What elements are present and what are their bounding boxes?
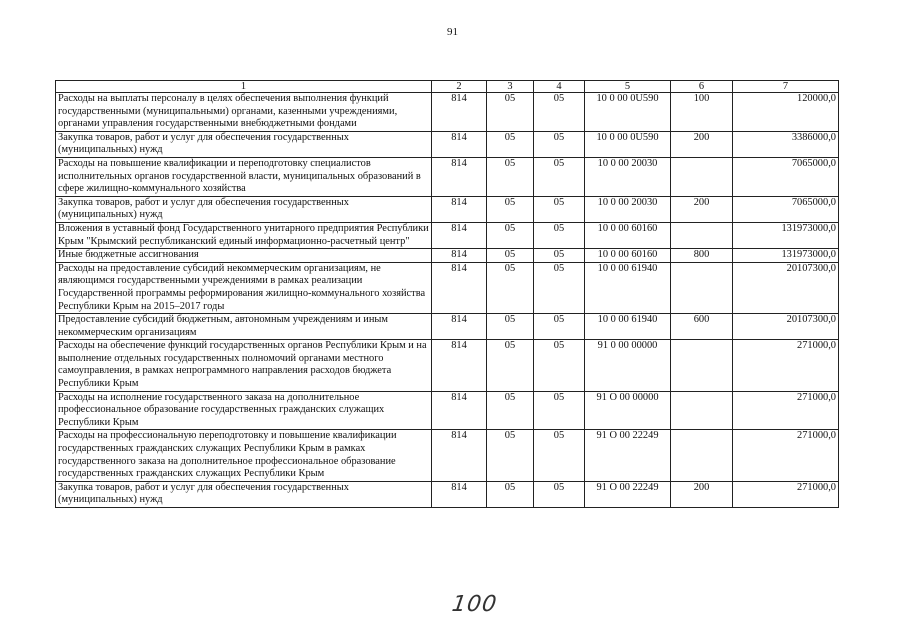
section-code-cell: 05 — [487, 157, 534, 196]
subsection-code-cell: 05 — [534, 262, 585, 313]
subsection-code-cell: 05 — [534, 314, 585, 340]
expense-name-cell: Иные бюджетные ассигнования — [56, 249, 432, 263]
expense-type-cell — [671, 222, 733, 248]
target-article-cell: 10 0 00 60160 — [585, 222, 671, 248]
grbs-code-cell: 814 — [432, 340, 487, 391]
subsection-code-cell: 05 — [534, 430, 585, 481]
table-row — [56, 481, 839, 507]
header-col-3: 3 — [487, 81, 534, 93]
table-row — [56, 262, 839, 313]
grbs-code-cell: 814 — [432, 314, 487, 340]
section-code-cell: 05 — [487, 340, 534, 391]
expense-name-cell: Расходы на обеспечение функций государственных органов Республики Крым и на выполнение отдельных государственных полномочий органами местного самоуправления, в рамках непрограммного направления расходов бюджета Республики Крым — [56, 340, 432, 391]
amount-cell: 271000,0 — [733, 430, 839, 481]
subsection-code-cell: 05 — [534, 481, 585, 507]
subsection-code-cell: 05 — [534, 340, 585, 391]
grbs-code-cell: 814 — [432, 131, 487, 157]
section-code-cell: 05 — [487, 249, 534, 263]
grbs-code-cell: 814 — [432, 262, 487, 313]
expense-type-cell: 200 — [671, 196, 733, 222]
grbs-code-cell: 814 — [432, 196, 487, 222]
subsection-code-cell: 05 — [534, 222, 585, 248]
expense-name-cell: Расходы на выплаты персоналу в целях обеспечения выполнения функций государственными (муниципальными) органами, казенными учреждениями, органами управления государственными внебюджетными фондами — [56, 93, 432, 132]
subsection-code-cell: 05 — [534, 157, 585, 196]
table-row — [56, 391, 839, 430]
header-col-7: 7 — [733, 81, 839, 93]
target-article-cell: 10 0 00 61940 — [585, 314, 671, 340]
header-col-2: 2 — [432, 81, 487, 93]
header-col-4: 4 — [534, 81, 585, 93]
table-row — [56, 314, 839, 340]
grbs-code-cell: 814 — [432, 430, 487, 481]
handwritten-page-number: 100 — [450, 592, 499, 617]
amount-cell: 7065000,0 — [733, 196, 839, 222]
target-article-cell: 10 0 00 0U590 — [585, 131, 671, 157]
table-row — [56, 93, 839, 132]
target-article-cell: 91 О 00 22249 — [585, 430, 671, 481]
amount-cell: 131973000,0 — [733, 222, 839, 248]
section-code-cell: 05 — [487, 262, 534, 313]
section-code-cell: 05 — [487, 93, 534, 132]
target-article-cell: 91 0 00 00000 — [585, 340, 671, 391]
section-code-cell: 05 — [487, 131, 534, 157]
target-article-cell: 10 0 00 60160 — [585, 249, 671, 263]
expense-type-cell: 800 — [671, 249, 733, 263]
subsection-code-cell: 05 — [534, 249, 585, 263]
grbs-code-cell: 814 — [432, 157, 487, 196]
expense-type-cell — [671, 340, 733, 391]
table-row — [56, 340, 839, 391]
table-row — [56, 430, 839, 481]
budget-table — [55, 80, 839, 508]
expense-type-cell — [671, 262, 733, 313]
expense-name-cell: Расходы на повышение квалификации и переподготовку специалистов исполнительных органов государственной власти, муниципальных образований в сфере жилищно-коммунального хозяйства — [56, 157, 432, 196]
grbs-code-cell: 814 — [432, 249, 487, 263]
expense-name-cell: Закупка товаров, работ и услуг для обеспечения государственных (муниципальных) нужд — [56, 131, 432, 157]
expense-name-cell: Закупка товаров, работ и услуг для обеспечения государственных (муниципальных) нужд — [56, 196, 432, 222]
target-article-cell: 10 0 00 0U590 — [585, 93, 671, 132]
expense-name-cell: Предоставление субсидий бюджетным, автономным учреждениям и иным некоммерческим организациям — [56, 314, 432, 340]
grbs-code-cell: 814 — [432, 481, 487, 507]
header-col-6: 6 — [671, 81, 733, 93]
table-body — [56, 93, 839, 508]
grbs-code-cell: 814 — [432, 391, 487, 430]
expense-name-cell: Вложения в уставный фонд Государственного унитарного предприятия Республики Крым "Крымский республиканский единый информационно-расчетный центр" — [56, 222, 432, 248]
amount-cell: 271000,0 — [733, 481, 839, 507]
expense-type-cell: 100 — [671, 93, 733, 132]
grbs-code-cell: 814 — [432, 93, 487, 132]
table-row — [56, 196, 839, 222]
amount-cell: 3386000,0 — [733, 131, 839, 157]
amount-cell: 271000,0 — [733, 391, 839, 430]
expense-type-cell: 200 — [671, 131, 733, 157]
expense-type-cell: 600 — [671, 314, 733, 340]
amount-cell: 7065000,0 — [733, 157, 839, 196]
amount-cell: 120000,0 — [733, 93, 839, 132]
expense-name-cell: Закупка товаров, работ и услуг для обеспечения государственных (муниципальных) нужд — [56, 481, 432, 507]
amount-cell: 271000,0 — [733, 340, 839, 391]
target-article-cell: 91 О 00 00000 — [585, 391, 671, 430]
amount-cell: 20107300,0 — [733, 314, 839, 340]
section-code-cell: 05 — [487, 391, 534, 430]
expense-type-cell — [671, 391, 733, 430]
expense-type-cell: 200 — [671, 481, 733, 507]
section-code-cell: 05 — [487, 430, 534, 481]
subsection-code-cell: 05 — [534, 131, 585, 157]
target-article-cell: 10 0 00 20030 — [585, 157, 671, 196]
section-code-cell: 05 — [487, 222, 534, 248]
header-row — [56, 81, 839, 93]
section-code-cell: 05 — [487, 196, 534, 222]
target-article-cell: 91 О 00 22249 — [585, 481, 671, 507]
page-number: 91 — [447, 26, 458, 38]
section-code-cell: 05 — [487, 314, 534, 340]
target-article-cell: 10 0 00 61940 — [585, 262, 671, 313]
subsection-code-cell: 05 — [534, 93, 585, 132]
table-row — [56, 131, 839, 157]
target-article-cell: 10 0 00 20030 — [585, 196, 671, 222]
expense-type-cell — [671, 430, 733, 481]
amount-cell: 20107300,0 — [733, 262, 839, 313]
header-col-1: 1 — [56, 81, 432, 93]
subsection-code-cell: 05 — [534, 196, 585, 222]
grbs-code-cell: 814 — [432, 222, 487, 248]
subsection-code-cell: 05 — [534, 391, 585, 430]
section-code-cell: 05 — [487, 481, 534, 507]
table-row — [56, 157, 839, 196]
expense-name-cell: Расходы на исполнение государственного заказа на дополнительное профессиональное образование государственных гражданских служащих Республики Крым — [56, 391, 432, 430]
amount-cell: 131973000,0 — [733, 249, 839, 263]
expense-name-cell: Расходы на профессиональную переподготовку и повышение квалификации государственных гражданских служащих Республики Крым в рамках государственного заказа на дополнительное профессиональное образование государственных гражданских служащих Республики Крым — [56, 430, 432, 481]
table-row — [56, 249, 839, 263]
expense-type-cell — [671, 157, 733, 196]
expense-name-cell: Расходы на предоставление субсидий некоммерческим организациям, не являющимся государственными учреждениями в рамках реализации Государственной программы реформирования жилищно-коммунального хозяйства Республики Крым на 2015–2017 годы — [56, 262, 432, 313]
header-col-5: 5 — [585, 81, 671, 93]
table-row — [56, 222, 839, 248]
